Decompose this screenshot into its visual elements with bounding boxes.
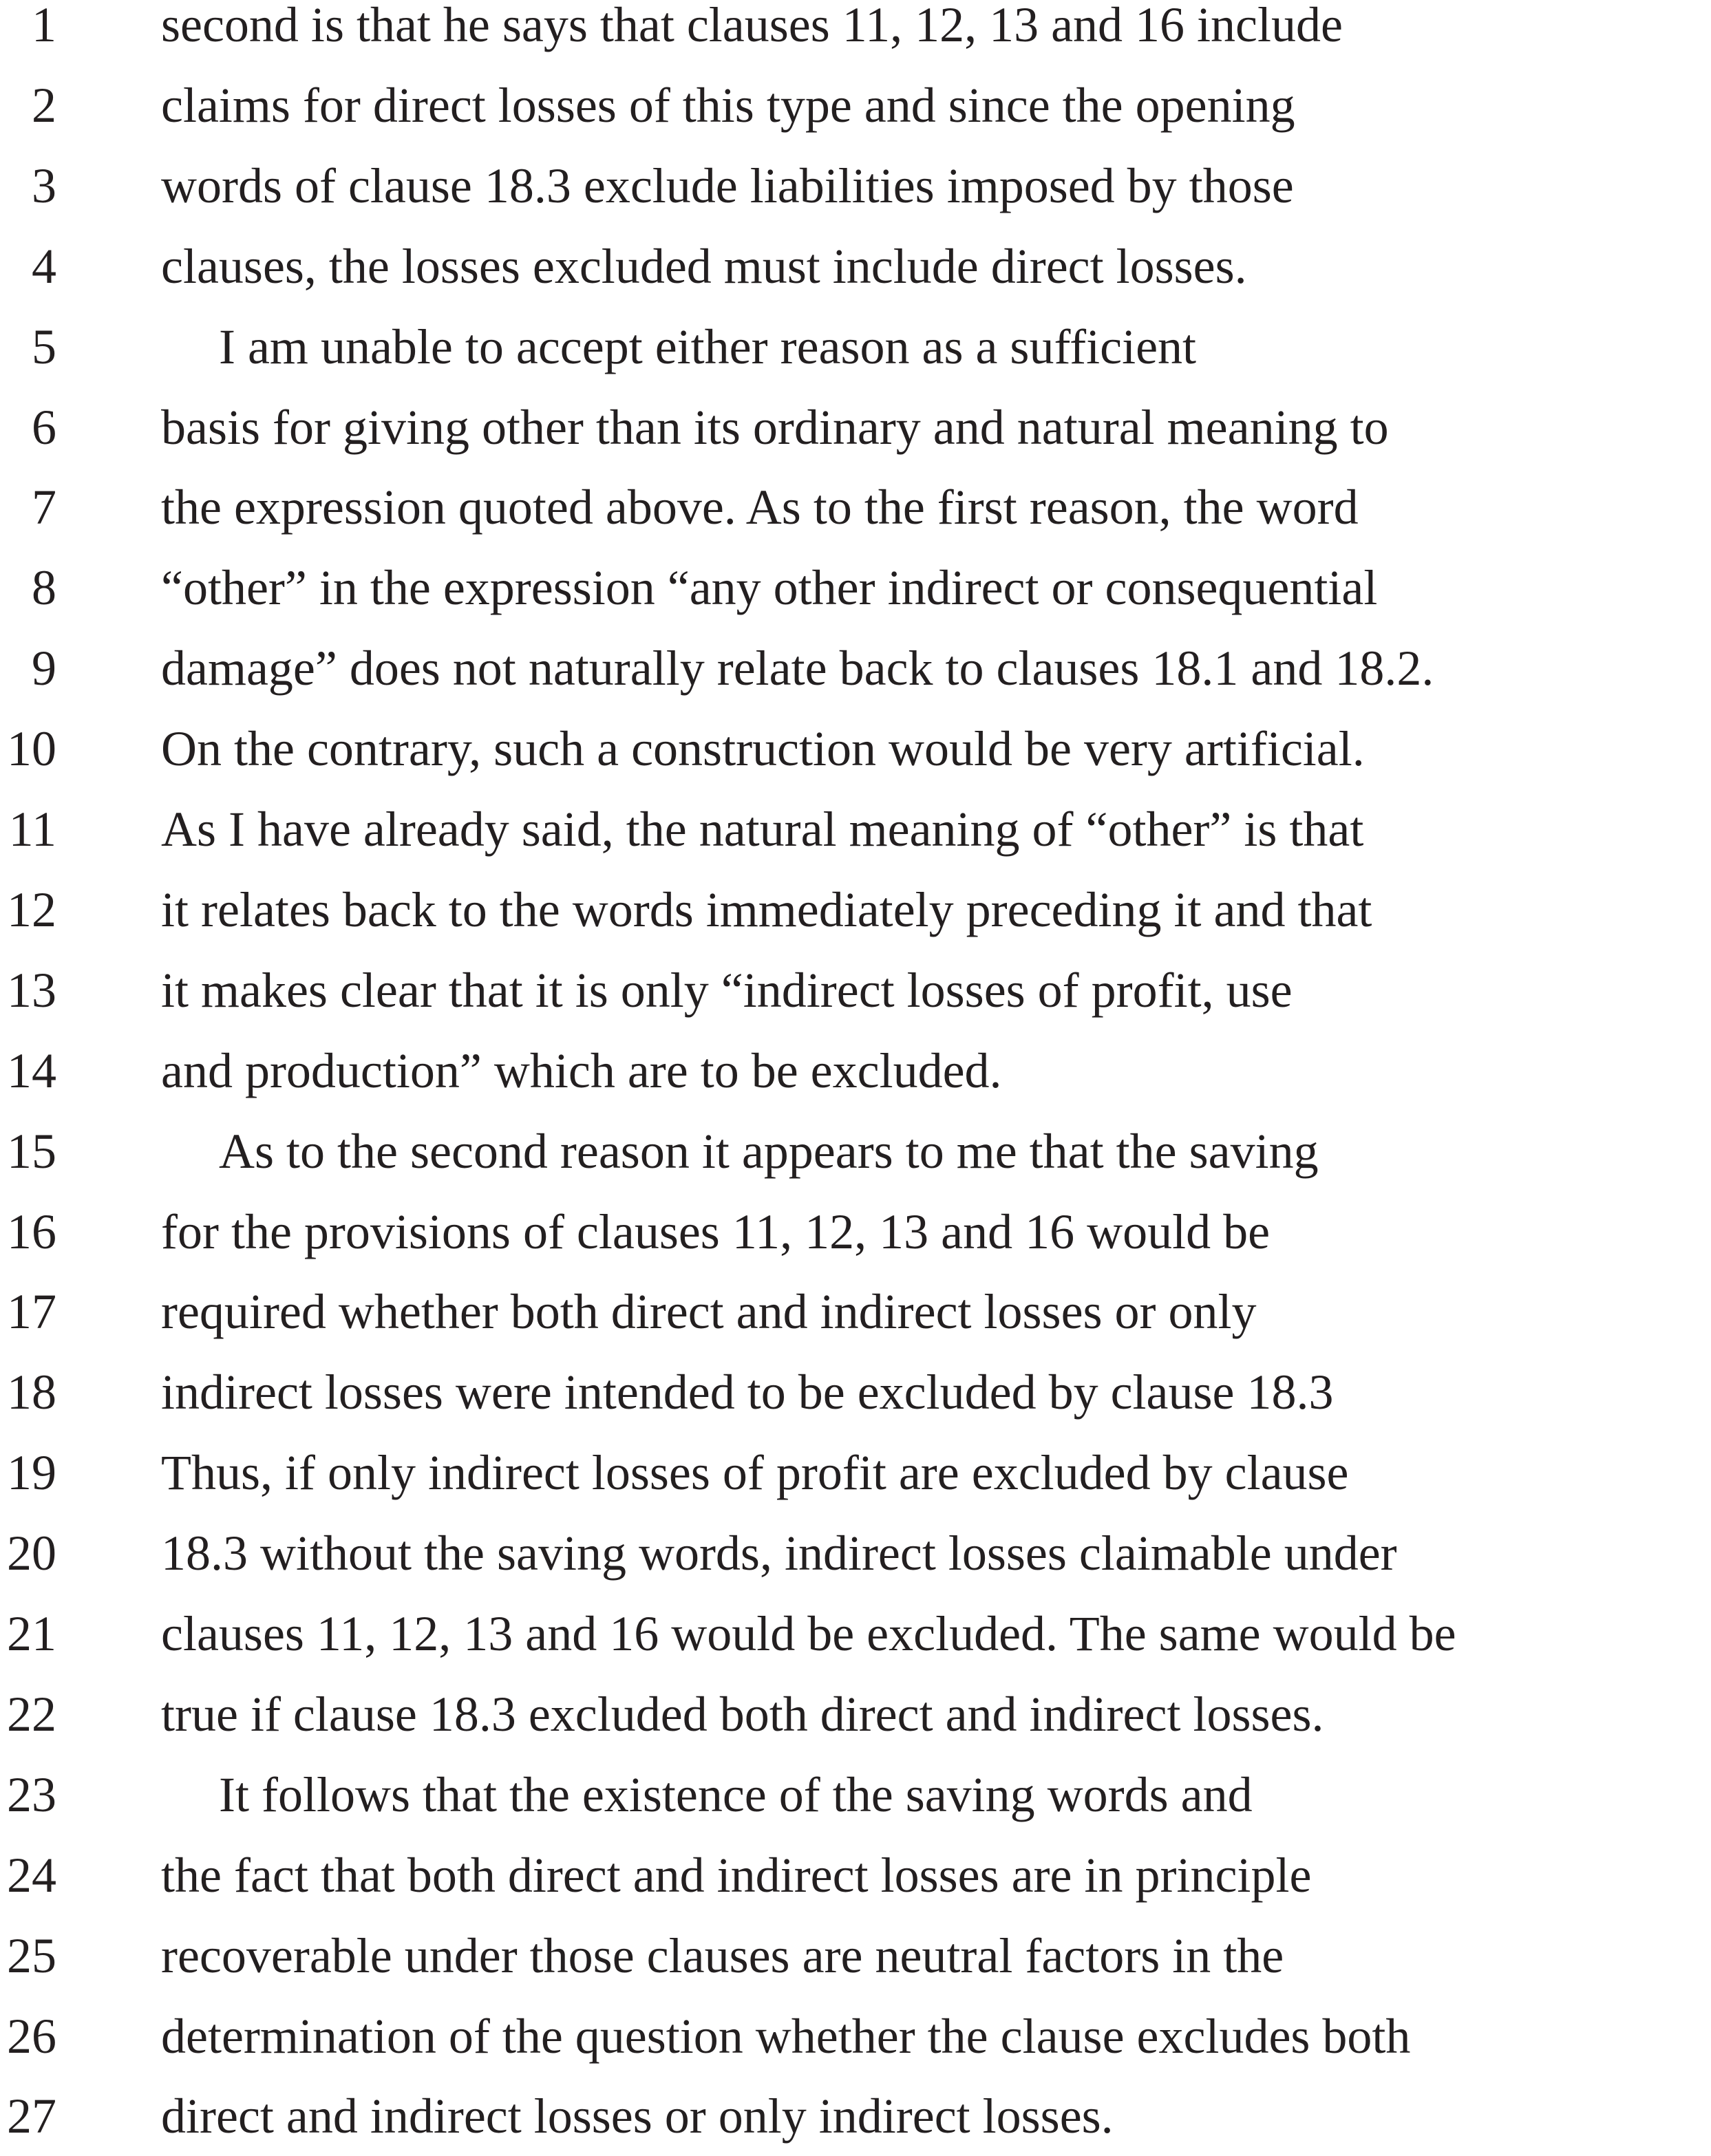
line-number: 21	[7, 1606, 56, 1661]
text-line	[0, 1916, 1711, 1996]
text-line	[0, 1996, 1711, 2076]
line-text: claims for direct losses of this type and since the opening	[161, 77, 1295, 133]
line-number: 24	[7, 1847, 56, 1903]
text-line	[0, 709, 1711, 789]
text-line	[0, 870, 1711, 950]
line-number: 26	[7, 2008, 56, 2064]
line-text: and production” which are to be excluded.	[161, 1043, 1002, 1098]
line-text: for the provisions of clauses 11, 12, 13 and 16 would be	[161, 1204, 1271, 1259]
line-text: it makes clear that it is only “indirect losses of profit, use	[161, 962, 1293, 1018]
line-number: 14	[7, 1043, 56, 1098]
line-number: 1	[32, 0, 56, 52]
line-text: it relates back to the words immediately preceding it and that	[161, 882, 1372, 937]
line-number: 6	[32, 399, 56, 455]
line-text: I am unable to accept either reason as a sufficient	[219, 319, 1197, 374]
line-text: “other” in the expression “any other indirect or consequential	[161, 560, 1378, 616]
text-line	[0, 1513, 1711, 1593]
line-text: direct and indirect losses or only indirect losses.	[161, 2089, 1114, 2144]
line-number: 13	[7, 962, 56, 1018]
line-number: 25	[7, 1928, 56, 1983]
text-line	[0, 1031, 1711, 1111]
line-text: On the contrary, such a construction would be very artificial.	[161, 721, 1365, 777]
text-line	[0, 226, 1711, 306]
text-line	[0, 1111, 1711, 1191]
line-number: 12	[7, 882, 56, 937]
line-text: words of clause 18.3 exclude liabilities imposed by those	[161, 158, 1294, 213]
text-line	[0, 2076, 1711, 2156]
line-number: 8	[32, 560, 56, 616]
text-line	[0, 387, 1711, 467]
line-number: 27	[7, 2089, 56, 2144]
line-number: 5	[32, 319, 56, 374]
line-number: 7	[32, 480, 56, 535]
text-line	[0, 146, 1711, 226]
line-text: clauses 11, 12, 13 and 16 would be excluded. The same would be	[161, 1606, 1456, 1661]
text-line	[0, 1755, 1711, 1835]
text-line	[0, 1835, 1711, 1915]
line-text: recoverable under those clauses are neutral factors in the	[161, 1928, 1284, 1983]
text-line	[0, 0, 1711, 65]
line-text: 18.3 without the saving words, indirect losses claimable under	[161, 1526, 1397, 1581]
line-number: 2	[32, 77, 56, 133]
line-number: 9	[32, 641, 56, 696]
line-number: 17	[7, 1284, 56, 1340]
line-text: clauses, the losses excluded must include direct losses.	[161, 238, 1247, 294]
line-text: As I have already said, the natural meaning of “other” is that	[161, 802, 1364, 857]
text-line	[0, 1352, 1711, 1432]
line-text: As to the second reason it appears to me that the saving	[219, 1123, 1319, 1179]
line-number: 10	[7, 721, 56, 777]
line-text: the fact that both direct and indirect losses are in principle	[161, 1847, 1312, 1903]
text-line	[0, 1433, 1711, 1513]
text-line	[0, 1594, 1711, 1674]
line-text: basis for giving other than its ordinary and natural meaning to	[161, 399, 1389, 455]
line-text: required whether both direct and indirect losses or only	[161, 1284, 1257, 1340]
line-text: second is that he says that clauses 11, 12, 13 and 16 include	[161, 0, 1343, 52]
line-number: 19	[7, 1445, 56, 1501]
line-number: 4	[32, 238, 56, 294]
line-text: damage” does not naturally relate back to clauses 18.1 and 18.2.	[161, 641, 1434, 696]
line-text: It follows that the existence of the saving words and	[219, 1767, 1253, 1822]
line-text: indirect losses were intended to be excluded by clause 18.3	[161, 1365, 1334, 1420]
text-line	[0, 628, 1711, 708]
line-number: 18	[7, 1365, 56, 1420]
line-text: true if clause 18.3 excluded both direct and indirect losses.	[161, 1686, 1324, 1742]
text-line	[0, 548, 1711, 628]
text-line	[0, 789, 1711, 869]
line-number: 15	[7, 1123, 56, 1179]
line-number: 16	[7, 1204, 56, 1259]
line-number: 20	[7, 1526, 56, 1581]
line-number: 23	[7, 1767, 56, 1822]
text-line	[0, 950, 1711, 1030]
text-line	[0, 1272, 1711, 1352]
line-text: Thus, if only indirect losses of profit are excluded by clause	[161, 1445, 1349, 1501]
line-text: determination of the question whether the clause excludes both	[161, 2008, 1411, 2064]
text-line	[0, 307, 1711, 387]
line-number: 11	[8, 802, 56, 857]
text-line	[0, 65, 1711, 145]
text-line	[0, 467, 1711, 547]
text-line	[0, 1674, 1711, 1754]
text-line	[0, 1192, 1711, 1272]
line-number: 22	[7, 1686, 56, 1742]
line-number: 3	[32, 158, 56, 213]
line-text: the expression quoted above. As to the first reason, the word	[161, 480, 1359, 535]
